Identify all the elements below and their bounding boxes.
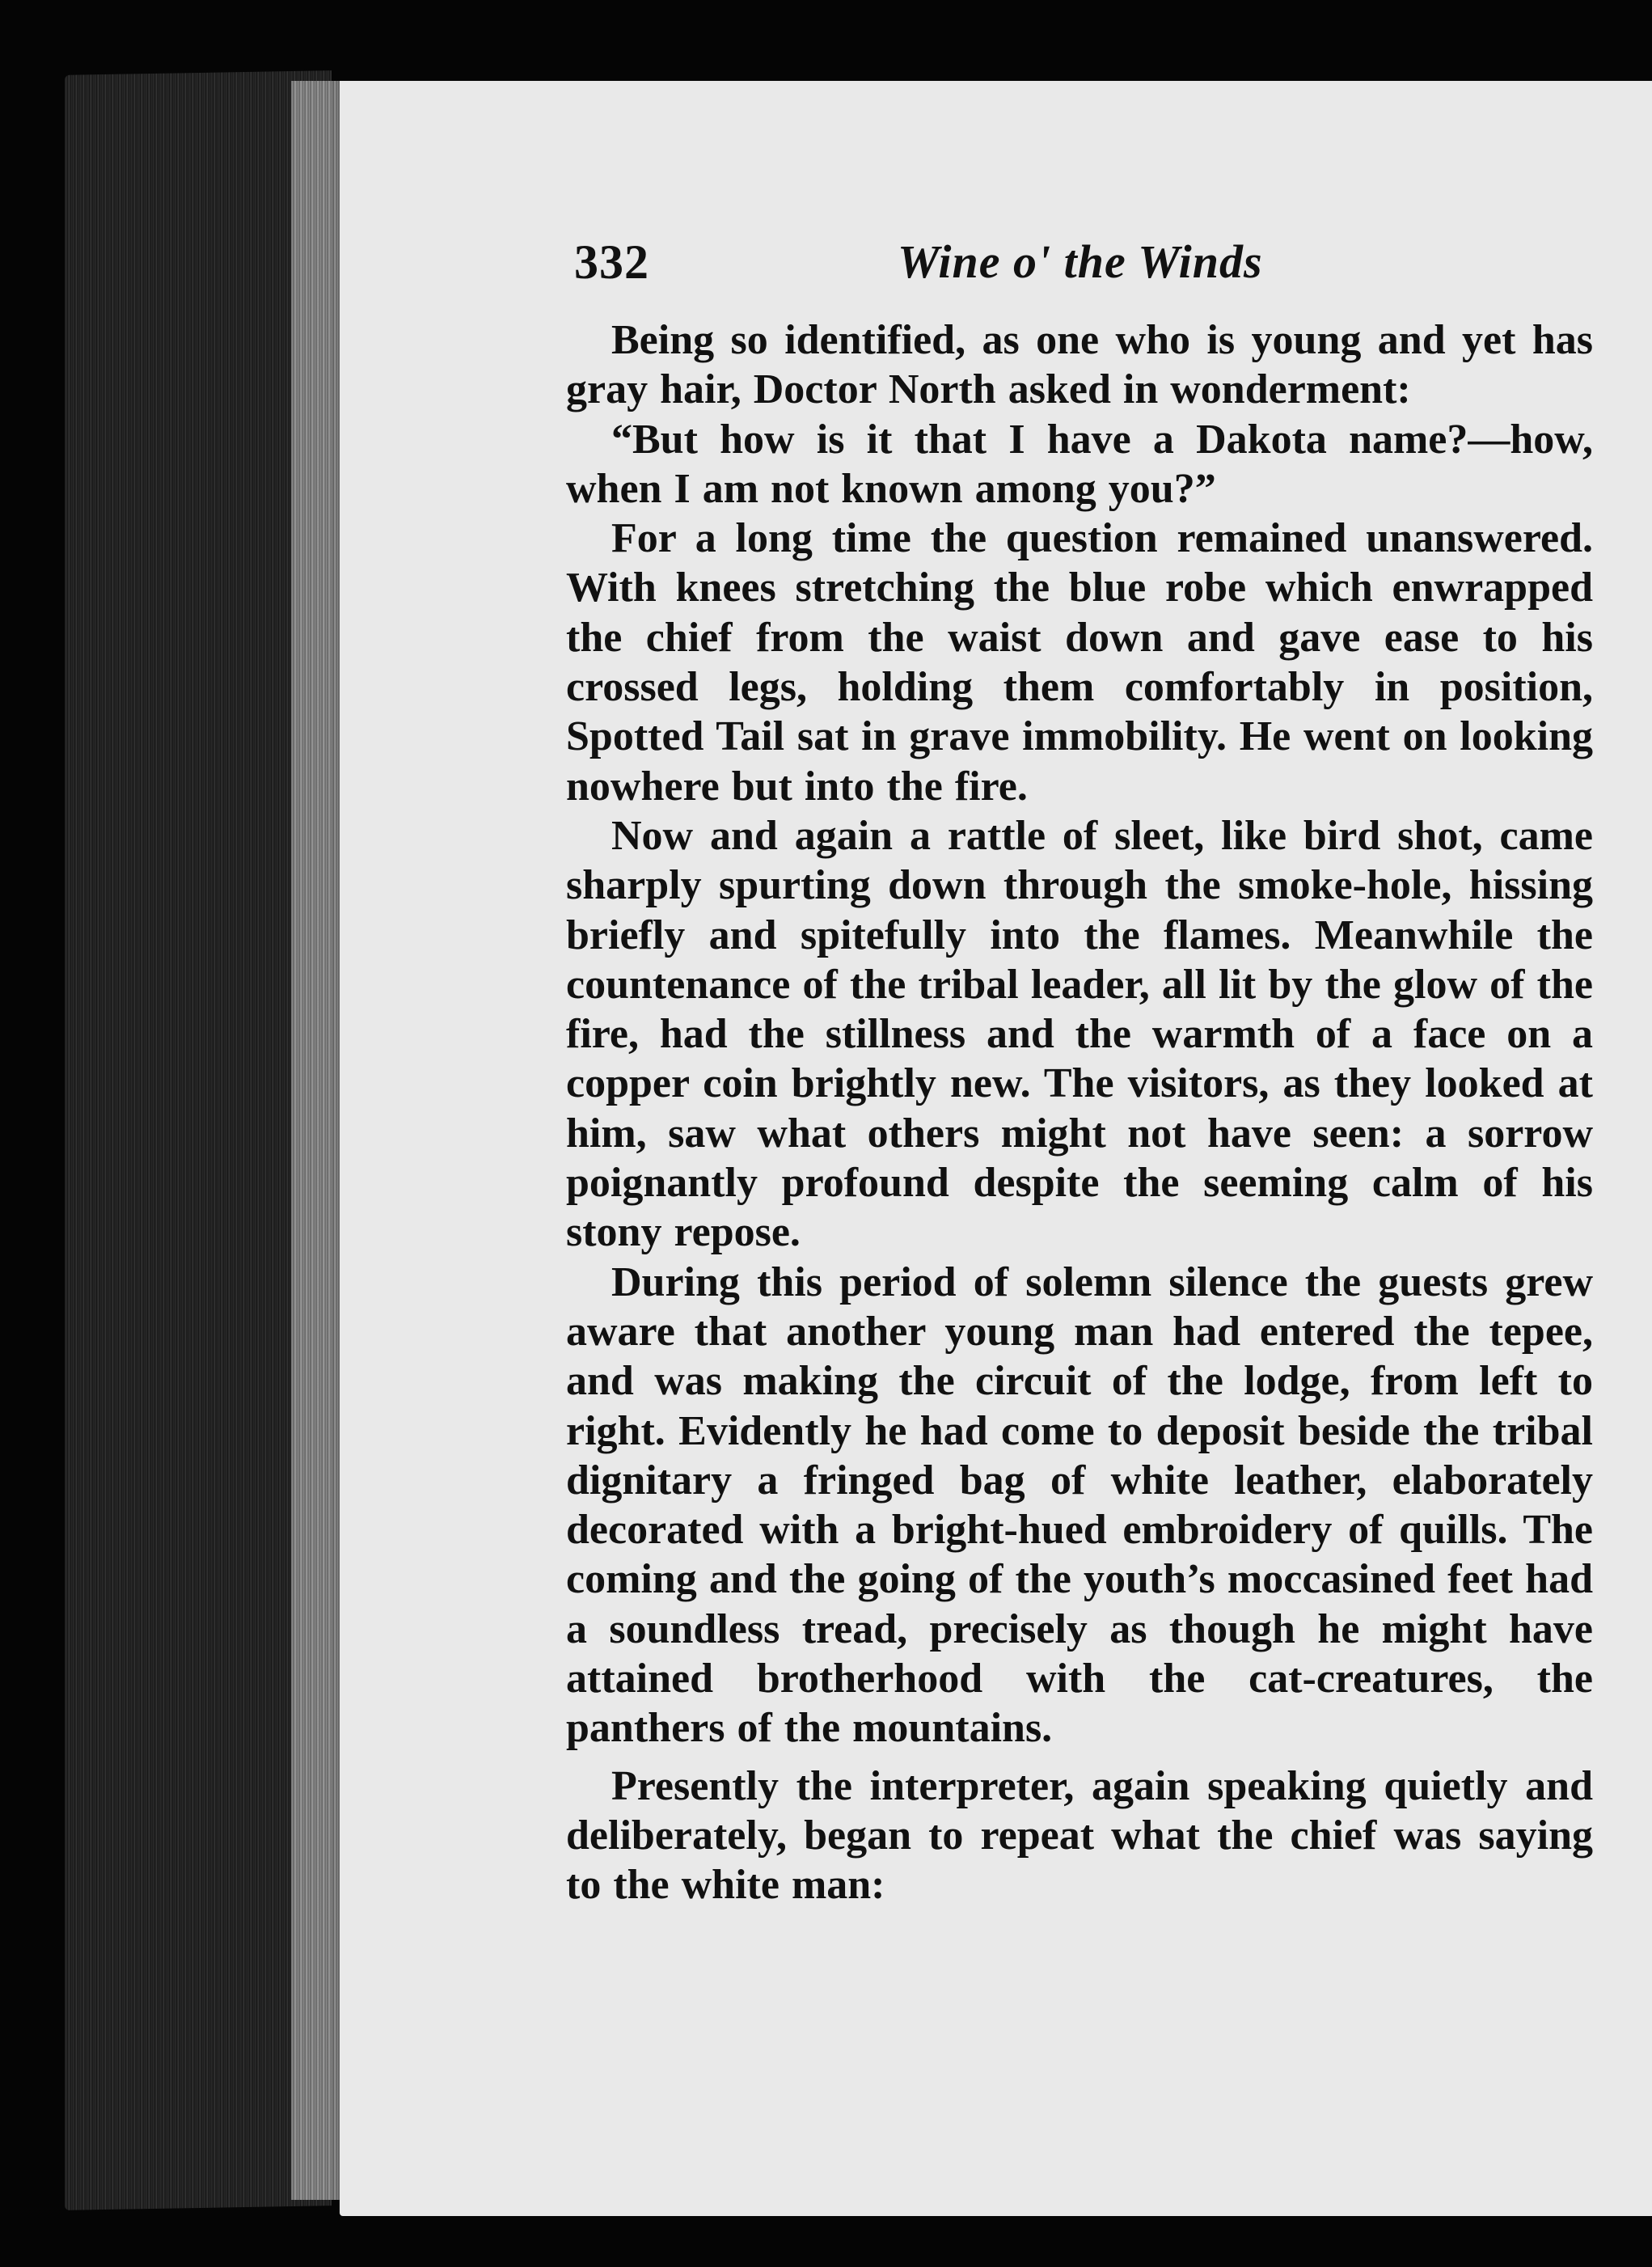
paragraph: “But how is it that I have a Dakota name?—how, when I am not known among you?” <box>566 416 1593 512</box>
paragraph: Being so identified, as one who is young and yet has gray hair, Doctor North asked in wonderment: <box>566 317 1593 413</box>
paragraph: For a long time the question remained unanswered. With knees stretching the blue robe which enwrapped the chief from the waist down and gave ease to his crossed legs, holding them comfortably in position, Spotted Tail sat in grave immobility. He went on looking nowhere but into the fire. <box>566 515 1593 810</box>
running-head <box>574 235 1585 299</box>
body-text <box>566 315 1593 1910</box>
paragraph: Now and again a rattle of sleet, like bird shot, came sharply spurting down through the smoke-hole, hissing briefly and spitefully into the flames. Meanwhile the countenance of the tribal leader, all lit by the glow of the fire, had the stillness and the warmth of a face on a copper coin brightly new. The visitors, as they looked at him, saw what others might not have seen: a sorrow poignantly profound despite the seeming calm of his stony repose. <box>566 812 1593 1256</box>
paragraph: Presently the interpreter, again speaking quietly and deliberately, began to repeat what the chief was saying to the white man: <box>566 1762 1593 1909</box>
book-title: Wine o' the Winds <box>898 235 1263 288</box>
paragraph: During this period of solemn silence the guests grew aware that another young man had entered the tepee, and was making the circuit of the lodge, from left to right. Evidently he had come to deposit beside the tribal dignitary a fringed bag of white leather, elaborately decorated with a bright-hued embroidery of quills. The coming and the going of the youth’s moccasined feet had a soundless tread, precisely as though he might have attained brotherhood with the cat-creatures, the panthers of the mountains. <box>566 1258 1593 1752</box>
page-number: 332 <box>574 235 649 289</box>
